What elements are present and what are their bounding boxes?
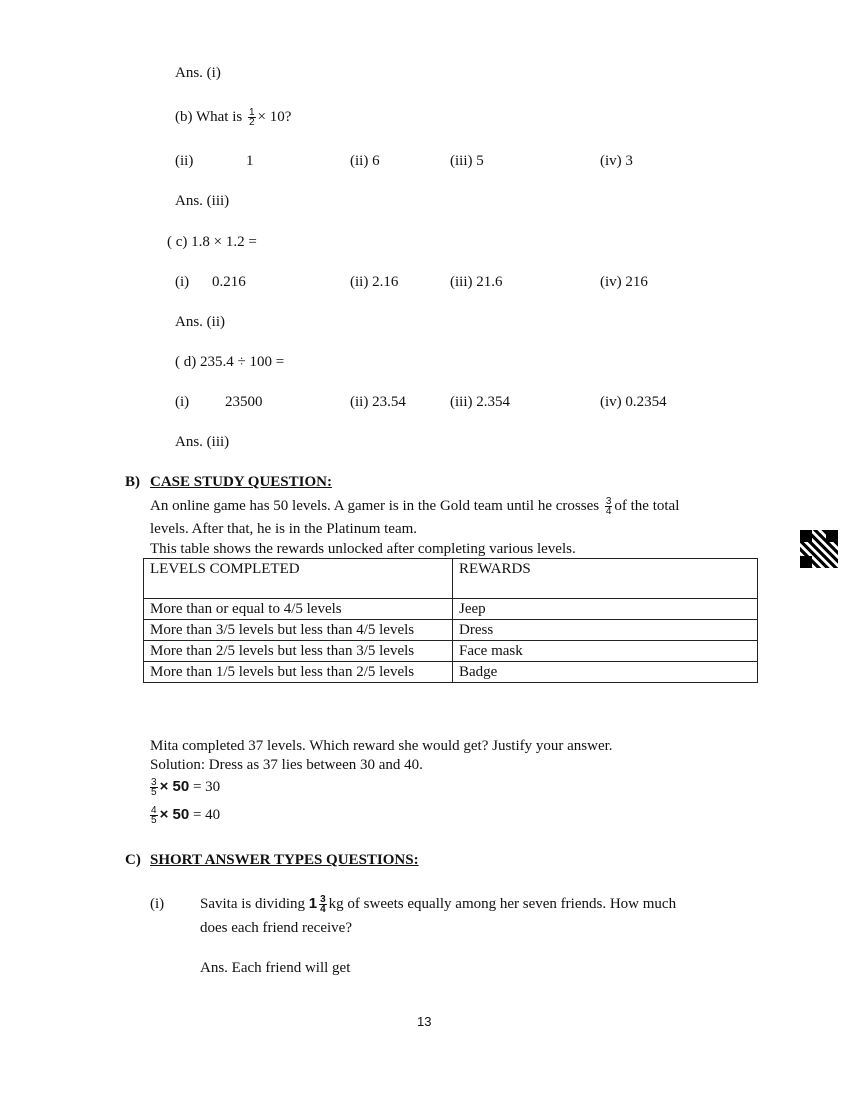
question-b	[175, 108, 291, 127]
section-marker: C)	[125, 852, 141, 868]
answer-a: Ans. (i)	[175, 65, 221, 81]
qr-code-icon	[800, 530, 838, 568]
calc-result: = 30	[192, 779, 221, 795]
answer-b: Ans. (iii)	[175, 193, 230, 209]
fraction: $\frac{4}{5}$	[151, 805, 157, 827]
fraction: $\frac{1}{2}$	[248, 107, 255, 129]
section-heading: CASE STUDY QUESTION:	[150, 474, 332, 490]
section-marker: B)	[125, 474, 140, 490]
table-header: LEVELS COMPLETED	[144, 559, 453, 599]
option: (iv) 216	[600, 274, 648, 290]
table-row	[144, 641, 758, 662]
table-row	[144, 599, 758, 620]
question-d: ( d) 235.4 ÷ 100 =	[175, 354, 285, 370]
fraction: $\frac{3}{5}$	[151, 777, 157, 799]
calc-result: = 40	[192, 807, 221, 823]
table-cell: Face mask	[453, 641, 758, 662]
table-cell: More than 1/5 levels but less than 2/5 levels	[144, 662, 453, 683]
calc-mid: × 50	[159, 806, 190, 823]
text: Savita is dividing	[200, 896, 305, 912]
short-question-line2: does each friend receive?	[200, 920, 352, 936]
table-cell: More than 2/5 levels but less than 3/5 levels	[144, 641, 453, 662]
question-b-label: (b) What is	[175, 109, 243, 125]
calc-line	[148, 806, 220, 825]
question-number: (i)	[150, 896, 165, 912]
case-text-line3: This table shows the rewards unlocked after completing various levels.	[150, 541, 576, 557]
rewards-table	[143, 558, 758, 683]
option: (ii)	[175, 153, 194, 169]
text: of the total	[614, 498, 680, 514]
fraction: $\frac{3}{4}$	[605, 496, 612, 518]
option: (ii) 23.54	[350, 394, 406, 410]
table-cell: Dress	[453, 620, 758, 641]
section-heading: SHORT ANSWER TYPES QUESTIONS:	[150, 852, 419, 868]
mixed-whole: 1	[308, 895, 318, 912]
option: (iv) 0.2354	[600, 394, 667, 410]
question-c: ( c) 1.8 × 1.2 =	[167, 234, 257, 250]
option: 1	[246, 153, 254, 169]
option: (ii) 6	[350, 153, 380, 169]
case-question: Mita completed 37 levels. Which reward she would get? Justify your answer.	[150, 738, 613, 754]
text: kg of sweets equally among her seven friends. How much	[328, 896, 677, 912]
answer-c: Ans. (ii)	[175, 314, 225, 330]
case-solution: Solution: Dress as 37 lies between 30 and 40.	[150, 757, 423, 773]
table-cell: Badge	[453, 662, 758, 683]
table-cell: Jeep	[453, 599, 758, 620]
question-b-rest: × 10?	[257, 109, 292, 125]
option: 23500	[225, 394, 263, 410]
table-cell: More than or equal to 4/5 levels	[144, 599, 453, 620]
calc-mid: × 50	[159, 778, 190, 795]
option: (i)	[175, 274, 190, 290]
case-text-line1	[150, 497, 679, 516]
option: 0.216	[212, 274, 246, 290]
option: (iv) 3	[600, 153, 633, 169]
table-header-row	[144, 559, 758, 599]
table-header: REWARDS	[453, 559, 758, 599]
option: (iii) 5	[450, 153, 484, 169]
page-number: 13	[417, 1014, 432, 1029]
option: (iii) 21.6	[450, 274, 503, 290]
case-text-line2: levels. After that, he is in the Platinum team.	[150, 521, 418, 537]
option: (i)	[175, 394, 190, 410]
option: (iii) 2.354	[450, 394, 510, 410]
fraction: $\frac{3}{4}$	[320, 894, 326, 916]
table-cell: More than 3/5 levels but less than 4/5 levels	[144, 620, 453, 641]
table-row	[144, 620, 758, 641]
answer-d: Ans. (iii)	[175, 434, 230, 450]
option: (ii) 2.16	[350, 274, 399, 290]
table-row	[144, 662, 758, 683]
calc-line	[148, 778, 220, 797]
text: An online game has 50 levels. A gamer is in the Gold team until he crosses	[150, 498, 600, 514]
short-answer: Ans. Each friend will get	[200, 960, 351, 976]
short-question-line1	[200, 895, 676, 914]
